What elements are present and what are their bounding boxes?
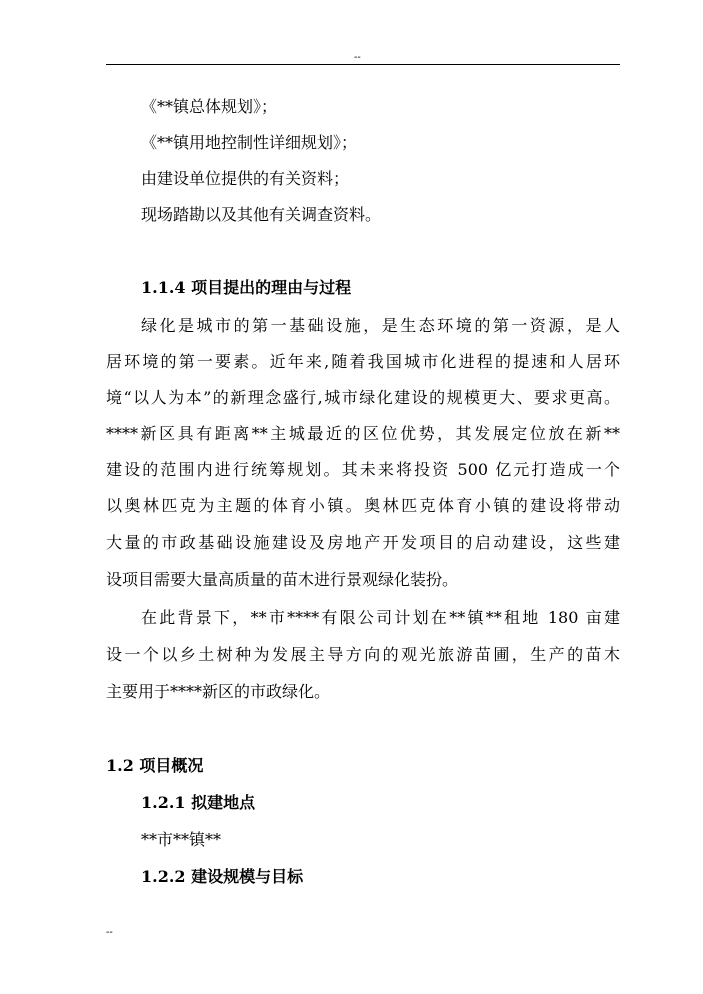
paragraph-line: 建设的范围内进行统筹规划。其未来将投资 500 亿元打造成一个 bbox=[106, 460, 620, 479]
paragraph-line: 以奥林匹克为主题的体育小镇。奥林匹克体育小镇的建设将带动 bbox=[106, 496, 620, 515]
section-heading-1-2-2: 1.2.2 建设规模与目标 bbox=[141, 867, 304, 886]
list-item-land-control-plan: 《**镇用地控制性详细规划》； bbox=[141, 133, 358, 152]
paragraph-line: 大量的市政基础设施建设及房地产开发项目的启动建设，这些建 bbox=[106, 533, 620, 552]
section-heading-1-2-1: 1.2.1 拟建地点 bbox=[141, 793, 256, 812]
list-item-survey-materials: 现场踏勘以及其他有关调查资料。 bbox=[141, 205, 382, 224]
section-heading-1-2: 1.2 项目概况 bbox=[106, 756, 204, 775]
paragraph-line: 境“以人为本”的新理念盛行,城市绿化建设的规模更大、要求更高。 bbox=[106, 388, 620, 407]
paragraph-line: ****新区具有距离**主城最近的区位优势，其发展定位放在新** bbox=[106, 424, 620, 443]
paragraph-line: 在此背景下，**市****有限公司计划在**镇**租地 180 亩建 bbox=[141, 608, 620, 627]
list-item-master-plan: 《**镇总体规划》； bbox=[141, 97, 278, 116]
paragraph-line: 设项目需要大量高质量的苗木进行景观绿化装扮。 bbox=[106, 570, 459, 589]
section-heading-1-1-4: 1.1.4 项目提出的理由与过程 bbox=[141, 278, 352, 297]
header-mark: -- bbox=[354, 52, 361, 63]
list-item-unit-materials: 由建设单位提供的有关资料； bbox=[141, 169, 350, 188]
paragraph-line: 绿化是城市的第一基础设施，是生态环境的第一资源，是人 bbox=[141, 316, 620, 335]
footer-mark: -- bbox=[106, 927, 113, 938]
paragraph-line: 设一个以乡土树种为发展主导方向的观光旅游苗圃，生产的苗木 bbox=[106, 645, 620, 664]
paragraph-line: 居环境的第一要素。近年来,随着我国城市化进程的提速和人居环 bbox=[106, 352, 620, 371]
location-text: **市**镇** bbox=[141, 830, 222, 849]
paragraph-line: 主要用于****新区的市政绿化。 bbox=[106, 682, 331, 701]
header-rule bbox=[106, 64, 620, 65]
